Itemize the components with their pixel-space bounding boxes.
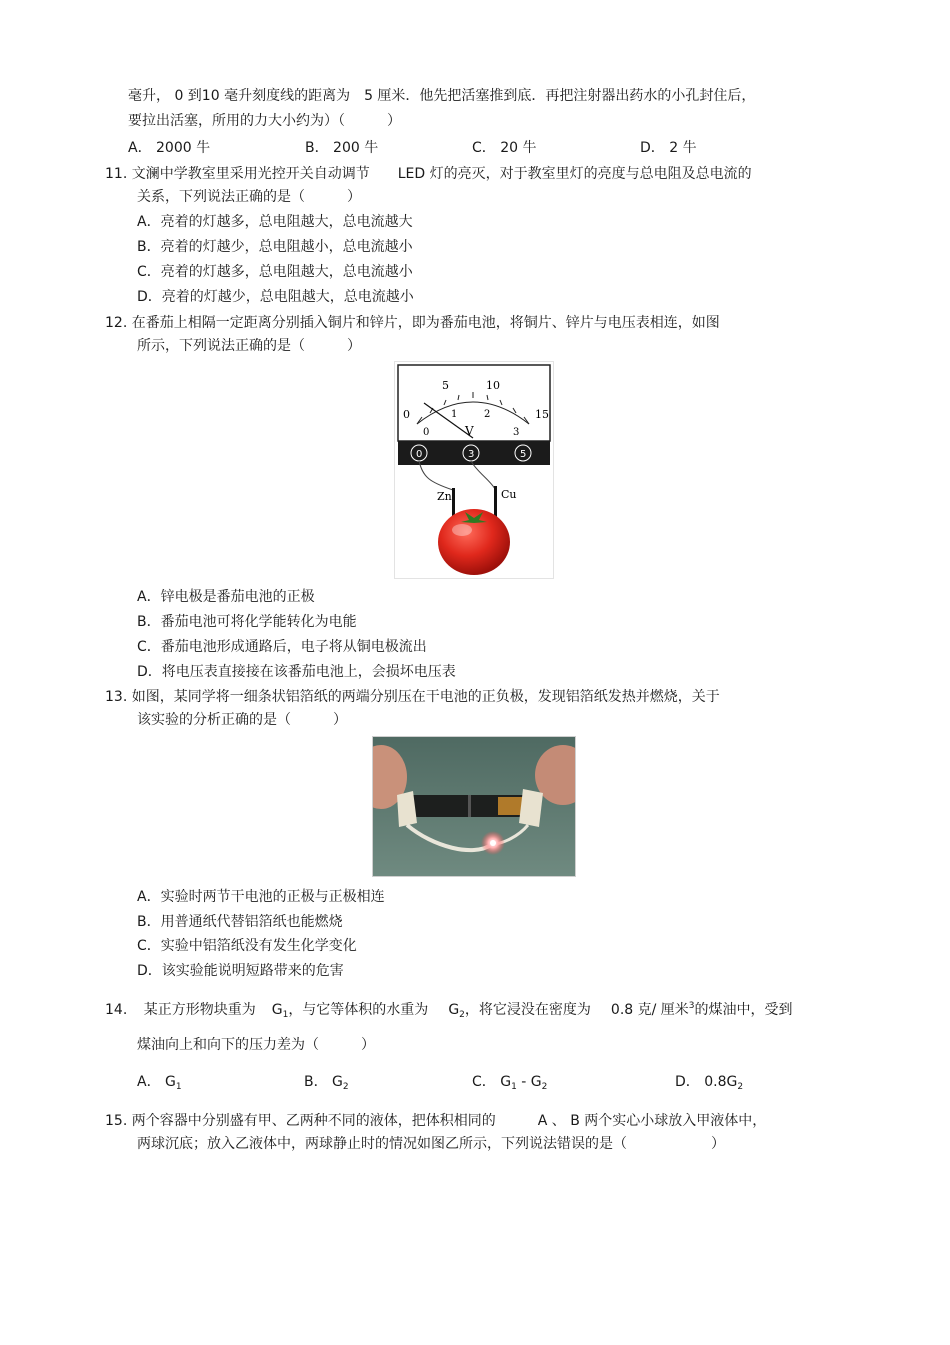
q14-number: 14. xyxy=(105,1002,128,1018)
q14-density: 0.8 克/ 厘米 xyxy=(610,1002,689,1018)
zn-electrode xyxy=(452,488,455,518)
voltmeter-tomato-illustration xyxy=(395,362,553,578)
q11-option-a: A．亮着的灯越多，总电阻越大，总电流越大 xyxy=(137,214,413,230)
q14-option-b xyxy=(304,1073,349,1096)
q11-option-c: C．亮着的灯越多，总电阻越大，总电流越小 xyxy=(137,264,413,280)
q10-option-d: D． 2 牛 xyxy=(640,140,697,156)
q12-line1: 12. 在番茄上相隔一定距离分别插入铜片和锌片，即为番茄电池，将铜片、锌片与电压表相连，如图 xyxy=(105,315,720,331)
q12-option-d: D．将电压表直接接在该番茄电池上，会损坏电压表 xyxy=(137,664,456,680)
q14-line2: 煤油向上和向下的压力差为（ ） xyxy=(137,1037,375,1053)
q14-text-c: ，将它浸没在密度为 xyxy=(464,1002,591,1018)
q14-option-d-text: D． 0.8G xyxy=(675,1074,738,1090)
q14-option-c xyxy=(472,1073,547,1096)
q14-text-a: 某正方形物块重为 xyxy=(143,1002,256,1018)
foil-battery-illustration xyxy=(373,737,575,876)
q11-option-b: B．亮着的灯越少，总电阻越小，总电流越小 xyxy=(137,239,413,255)
q14-option-c-sub1: 1 xyxy=(511,1082,517,1092)
top-scale-10: 10 xyxy=(486,379,500,392)
q14-option-c-text: C． G xyxy=(472,1074,512,1090)
q14-g2: G xyxy=(448,1002,460,1018)
q12-option-b: B．番茄电池可将化学能转化为电能 xyxy=(137,614,357,630)
q11-option-d: D．亮着的灯越少，总电阻越大，总电流越小 xyxy=(137,289,414,305)
bottom-scale-0: 0 xyxy=(423,427,430,438)
bottom-scale-3: 3 xyxy=(513,427,520,438)
q13-option-d: D．该实验能说明短路带来的危害 xyxy=(137,963,344,979)
q15-line1: 15. 两个容器中分别盛有甲、乙两种不同的液体，把体积相同的 A 、 B 两个实心小球放入甲液体中， xyxy=(105,1113,767,1129)
q14-option-c-mid: - G xyxy=(516,1074,542,1090)
q13-option-b: B．用普通纸代替铝箔纸也能燃烧 xyxy=(137,914,343,930)
q12-option-c: C．番茄电池形成通路后，电子将从铜电极流出 xyxy=(137,639,427,655)
q10-line1: 毫升， 0 到10 毫升刻度线的距离为 5 厘米．他先把活塞推到底．再把注射器出药水的小孔封住后， xyxy=(128,88,756,104)
zn-label: Zn xyxy=(437,490,452,503)
top-scale-0: 0 xyxy=(403,408,410,421)
terminal-5-label: 5 xyxy=(520,449,527,460)
wire-zn xyxy=(419,461,453,490)
top-scale-15: 15 xyxy=(535,408,549,421)
q13-option-a: A．实验时两节干电池的正极与正极相连 xyxy=(137,889,385,905)
q10-line2: 要拉出活塞，所用的力大小约为）（ ） xyxy=(128,113,401,129)
cu-electrode xyxy=(494,486,497,518)
cu-label: Cu xyxy=(501,488,517,501)
q11-line1: 11. 文澜中学教室里采用光控开关自动调节 LED 灯的亮灭，对于教室里灯的亮度与总电阻及总电流的 xyxy=(105,166,752,182)
q10-option-b: B． 200 牛 xyxy=(305,140,379,156)
q12-line2: 所示，下列说法正确的是（ ） xyxy=(137,338,361,354)
q14-line1 xyxy=(105,997,793,1024)
q14-option-d xyxy=(675,1073,743,1096)
top-scale-5: 5 xyxy=(442,379,449,392)
q10-option-c: C． 20 牛 xyxy=(472,140,537,156)
q11-line2: 关系，下列说法正确的是（ ） xyxy=(137,189,361,205)
terminal-3-label: 3 xyxy=(468,449,475,460)
burning-core xyxy=(490,840,496,846)
q14-density-sup: 3 xyxy=(688,1001,695,1011)
q14-g1-sub: 1 xyxy=(282,1010,289,1020)
q13-line2: 该实验的分析正确的是（ ） xyxy=(137,712,347,728)
terminal-0-label: 0 xyxy=(416,449,423,460)
bottom-scale-1: 1 xyxy=(451,409,458,420)
meter-face xyxy=(398,365,550,441)
q13-option-c: C．实验中铝箔纸没有发生化学变化 xyxy=(137,938,357,954)
foil-right-end xyxy=(519,789,543,827)
tomato-battery-figure xyxy=(394,361,554,579)
q14-option-b-text: B． G xyxy=(304,1074,343,1090)
battery-junction xyxy=(468,795,471,817)
battery-label xyxy=(498,797,522,815)
q14-option-a-sub: 1 xyxy=(175,1082,182,1092)
q14-option-d-sub: 2 xyxy=(737,1082,744,1092)
q14-option-a xyxy=(137,1073,182,1096)
foil-battery-photo xyxy=(372,736,576,877)
q14-text-d: 的煤油中，受到 xyxy=(694,1002,793,1018)
q14-text-b: ，与它等体积的水重为 xyxy=(288,1002,429,1018)
q14-option-a-text: A． G xyxy=(137,1074,176,1090)
q14-g1: G xyxy=(271,1002,283,1018)
q14-g2-sub: 2 xyxy=(459,1010,465,1020)
tomato-highlight xyxy=(452,524,472,536)
q14-option-c-sub2: 2 xyxy=(541,1082,548,1092)
q12-option-a: A．锌电极是番茄电池的正极 xyxy=(137,589,315,605)
bottom-scale-2: 2 xyxy=(484,409,491,420)
unit-label: V xyxy=(465,424,474,438)
q15-line2: 两球沉底；放入乙液体中，两球静止时的情况如图乙所示，下列说法错误的是（ ） xyxy=(137,1136,725,1152)
wire-cu xyxy=(471,461,495,489)
q13-line1: 13. 如图，某同学将一细条状铝箔纸的两端分别压在干电池的正负极，发现铝箔纸发热并燃烧，关于 xyxy=(105,689,720,705)
q14-option-b-sub: 2 xyxy=(342,1082,349,1092)
q10-option-a: A． 2000 牛 xyxy=(128,140,211,156)
